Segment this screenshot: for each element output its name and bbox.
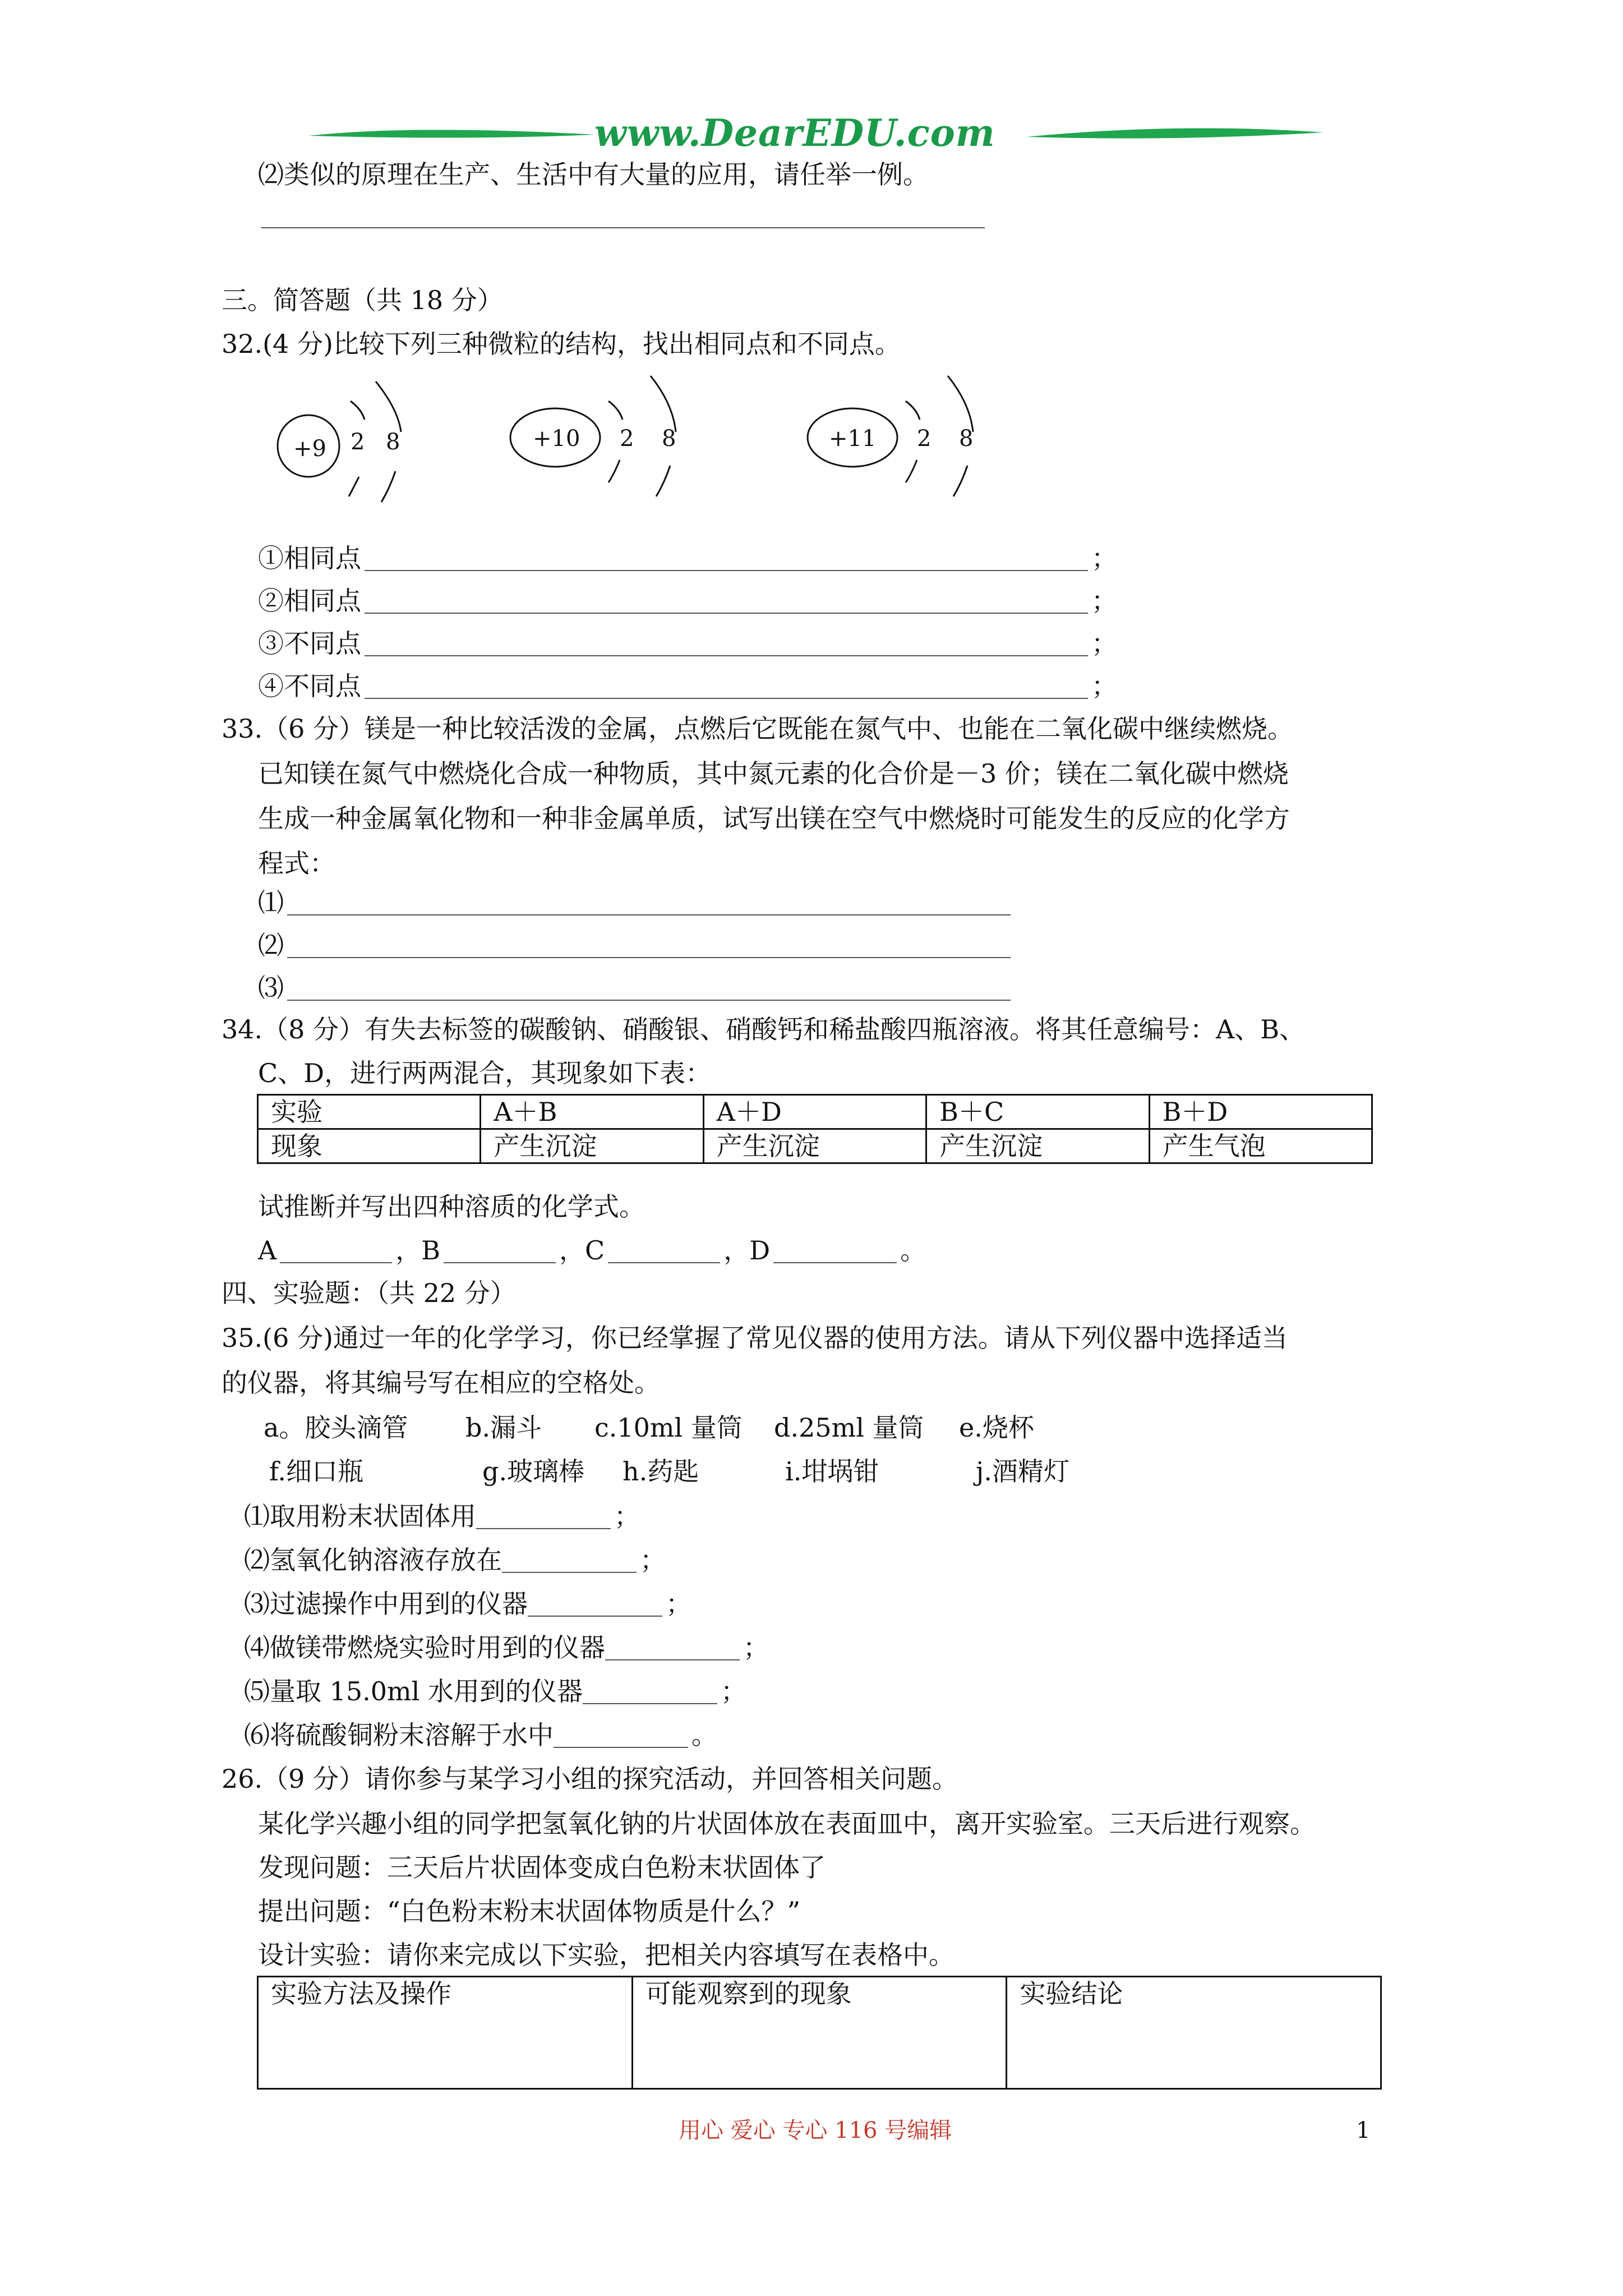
q33-item-1	[258, 887, 1014, 918]
header-logo: www.DearEDU.com	[594, 111, 995, 155]
table-row	[258, 1977, 1381, 2089]
end-mark: ；	[640, 1545, 666, 1575]
q32-stem: 32.(4 分)比较下列三种微粒的结构，找出相同点和不同点。	[222, 329, 901, 359]
q35-stem-line1: 35.(6 分)通过一年的化学学习，你已经掌握了常见仪器的使用方法。请从下列仪器中选择适当	[222, 1323, 1288, 1353]
atom2-nucleus: +10	[533, 426, 580, 452]
q35-item-5	[244, 1678, 746, 1704]
end-mark: 。	[691, 1720, 717, 1750]
q35-option: b.漏斗	[465, 1412, 542, 1443]
answer-blank[interactable]	[365, 675, 1088, 699]
q35-item-3	[244, 1591, 691, 1617]
table-row	[258, 1129, 1372, 1163]
item-text: ⑵氢氧化钠溶液存放在	[244, 1545, 502, 1575]
answer-label: ，D	[723, 1235, 771, 1266]
table-cell: 实验	[258, 1095, 481, 1129]
q31-subquestion: ⑵类似的原理在生产、生活中有大量的应用，请任举一例。	[258, 159, 929, 190]
table-header-cell[interactable]: 实验方法及操作	[258, 1977, 633, 2089]
q32-line-label: ①相同点	[258, 543, 361, 573]
q35-option: h.药匙	[623, 1456, 699, 1487]
end-mark: ；	[1091, 586, 1117, 616]
answer-blank[interactable]	[287, 935, 1011, 958]
q33-stem-line4: 程式：	[258, 848, 335, 878]
answer-blank[interactable]	[365, 547, 1088, 571]
q35-option: c.10ml 量筒	[594, 1412, 743, 1443]
table-header-cell[interactable]: 可能观察到的现象	[632, 1977, 1007, 2089]
end-mark: 。	[900, 1235, 926, 1266]
item-number: ⑵	[258, 930, 284, 960]
answer-label: ，C	[559, 1235, 605, 1266]
atom3-nucleus: +11	[829, 426, 877, 452]
q35-item-2	[244, 1547, 666, 1573]
section-title: 四、实验题：（共 22 分）	[222, 1278, 516, 1308]
answer-blank[interactable]	[287, 892, 1011, 915]
q32-line-4	[258, 673, 1117, 699]
end-mark: ；	[1091, 671, 1117, 701]
q35-option: a。胶头滴管	[264, 1412, 408, 1443]
answer-blank[interactable]	[528, 1593, 662, 1617]
q36-stem-line4: 提出问题：“白色粉末粉末状固体物质是什么？”	[258, 1896, 801, 1926]
table-header-cell[interactable]: 实验结论	[1007, 1977, 1381, 2089]
answer-blank[interactable]	[261, 205, 985, 228]
answer-blank[interactable]	[773, 1240, 897, 1263]
q32-line-label: ④不同点	[258, 671, 361, 701]
q32-line-label: ③不同点	[258, 628, 361, 659]
q35-option: g.玻璃棒	[482, 1456, 585, 1487]
table-cell: 产生沉淀	[481, 1129, 703, 1163]
q35-item-6	[244, 1722, 717, 1748]
q35-option: i.坩埚钳	[785, 1456, 879, 1487]
atom3-shell1: 2	[917, 426, 932, 452]
q35-stem-line2: 的仪器，将其编号写在相应的空格处。	[222, 1368, 660, 1398]
answer-blank[interactable]	[365, 590, 1088, 614]
q35-option: f.细口瓶	[269, 1456, 364, 1487]
end-mark: ；	[743, 1632, 769, 1663]
end-mark: ；	[666, 1589, 691, 1619]
q36-stem-line5: 设计实验：请你来完成以下实验，把相关内容填写在表格中。	[258, 1940, 955, 1970]
atom2-shell2: 8	[662, 426, 676, 452]
q34-stem-line1: 34.（8 分）有失去标签的碳酸钠、硝酸银、硝酸钙和稀盐酸四瓶溶液。将其任意编号：A、B、	[222, 1014, 1306, 1045]
item-number: ⑶	[258, 973, 284, 1003]
answer-label: ，B	[395, 1235, 441, 1266]
table-cell: B＋D	[1149, 1095, 1372, 1129]
q33-item-3	[258, 975, 1014, 1001]
table-cell: 产生沉淀	[926, 1129, 1149, 1163]
answer-blank[interactable]	[287, 977, 1011, 1001]
q36-stem-line1: 26.（9 分）请你参与某学习小组的探究活动，并回答相关问题。	[222, 1764, 958, 1794]
answer-blank[interactable]	[365, 633, 1088, 656]
q33-stem-line3: 生成一种金属氧化物和一种非金属单质，试写出镁在空气中燃烧时可能发生的反应的化学方	[258, 803, 1290, 834]
answer-blank[interactable]	[605, 1637, 740, 1660]
answer-blank[interactable]	[608, 1240, 720, 1263]
q32-line-2	[258, 588, 1117, 614]
table-row	[258, 1095, 1372, 1129]
table-cell: A＋D	[703, 1095, 926, 1129]
table-cell: A＋B	[481, 1095, 703, 1129]
answer-blank[interactable]	[583, 1681, 717, 1704]
q32-line-label: ②相同点	[258, 586, 361, 616]
answer-blank[interactable]	[476, 1506, 611, 1529]
end-mark: ；	[614, 1501, 640, 1531]
q32-line-1	[258, 545, 1117, 571]
q34-answer-line	[258, 1235, 926, 1266]
item-text: ⑶过滤操作中用到的仪器	[244, 1589, 528, 1619]
q35-option: j.酒精灯	[976, 1456, 1069, 1487]
item-text: ⑸量取 15.0ml 水用到的仪器	[244, 1676, 583, 1706]
page-number: 1	[1356, 2118, 1371, 2143]
item-number: ⑴	[258, 887, 284, 918]
end-mark: ；	[721, 1676, 746, 1706]
q35-item-4	[244, 1632, 769, 1663]
atom3-shell2: 8	[959, 426, 974, 452]
table-cell: B＋C	[926, 1095, 1149, 1129]
q34-stem-line2: C、D，进行两两混合，其现象如下表：	[258, 1058, 712, 1088]
q33-stem-line2: 已知镁在氮气中燃烧化合成一种物质，其中氮元素的化合价是－3 价；镁在二氧化碳中燃烧	[258, 758, 1289, 789]
item-text: ⑴取用粉末状固体用	[244, 1501, 476, 1531]
atom1-nucleus: +9	[293, 436, 326, 462]
q36-stem-line2: 某化学兴趣小组的同学把氢氧化钠的片状固体放在表面皿中，离开实验室。三天后进行观察。	[258, 1809, 1316, 1839]
q33-stem-line1: 33.（6 分）镁是一种比较活泼的金属，点燃后它既能在氮气中、也能在二氧化碳中继续燃烧。	[222, 714, 1294, 744]
q36-experiment-table	[257, 1976, 1382, 2090]
item-text: ⑹将硫酸铜粉末溶解于水中	[244, 1720, 554, 1750]
q33-item-2	[258, 932, 1014, 958]
end-mark: ；	[1091, 628, 1117, 659]
section-title: 三。简答题（共 18 分）	[222, 285, 503, 315]
answer-blank[interactable]	[280, 1240, 392, 1263]
item-text: ⑷做镁带燃烧实验时用到的仪器	[244, 1632, 605, 1663]
q36-stem-line3: 发现问题：三天后片状固体变成白色粉末状固体了	[258, 1852, 826, 1883]
atom1-shell1: 2	[351, 429, 365, 455]
answer-blank[interactable]	[444, 1240, 556, 1263]
table-cell: 现象	[258, 1129, 481, 1163]
q34-instruction: 试推断并写出四种溶质的化学式。	[258, 1191, 645, 1222]
answer-blank[interactable]	[554, 1724, 688, 1748]
q32-line-3	[258, 628, 1117, 659]
end-mark: ；	[1091, 543, 1117, 573]
table-cell: 产生气泡	[1149, 1129, 1372, 1163]
table-cell: 产生沉淀	[703, 1129, 926, 1163]
q35-item-1	[244, 1503, 640, 1529]
footer-credit: 用心 爱心 专心 116 号编辑	[679, 2118, 952, 2143]
q35-option: d.25ml 量筒	[774, 1412, 924, 1443]
q34-results-table	[257, 1094, 1373, 1164]
q35-option: e.烧杯	[959, 1412, 1034, 1443]
answer-label: A	[258, 1235, 277, 1266]
answer-blank[interactable]	[502, 1549, 637, 1573]
atom1-shell2: 8	[386, 429, 400, 455]
atom2-shell1: 2	[620, 426, 634, 452]
